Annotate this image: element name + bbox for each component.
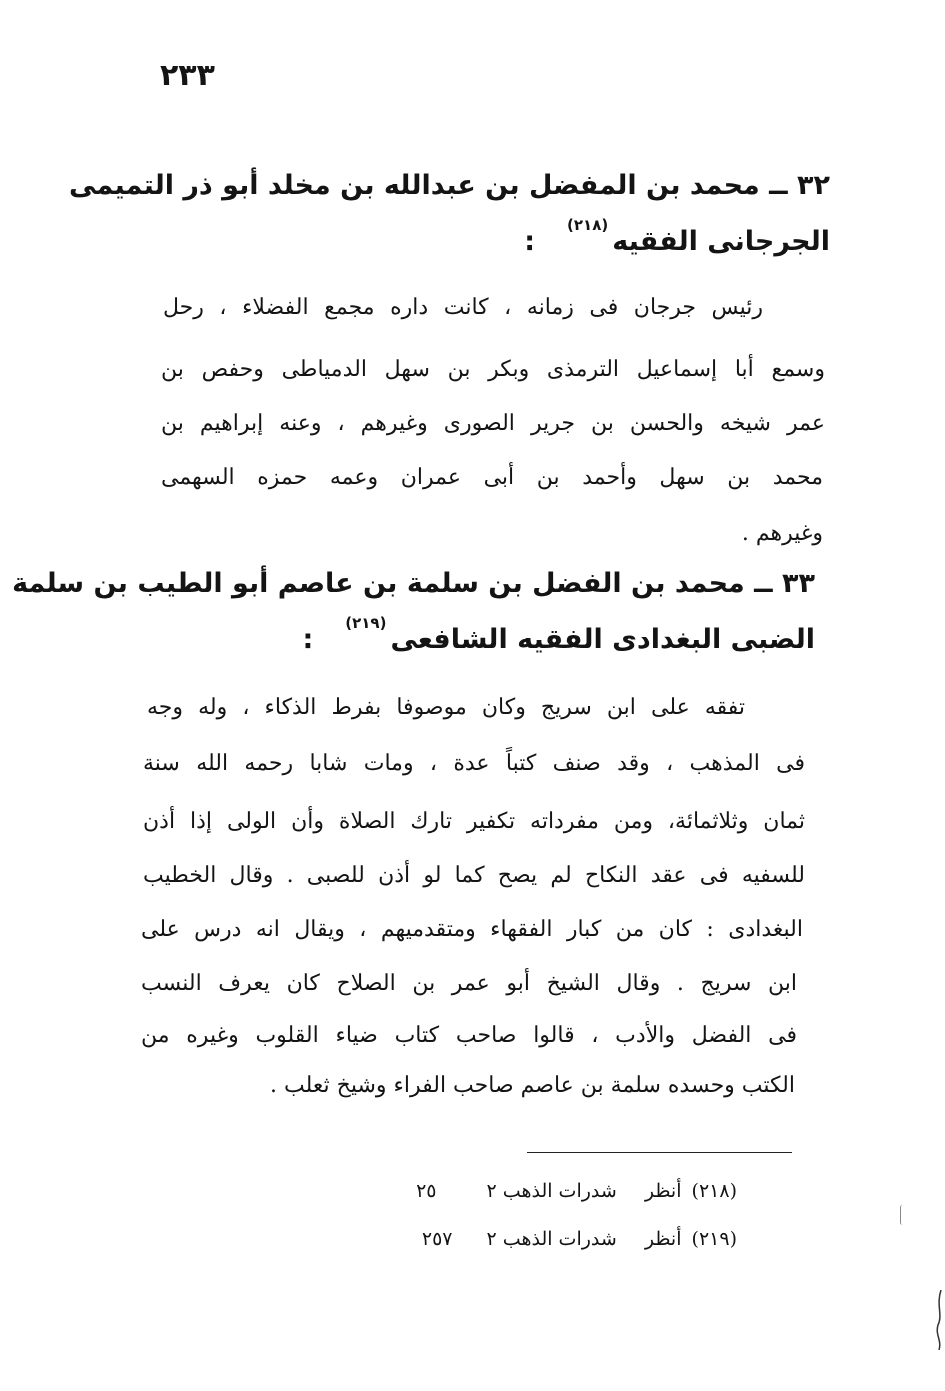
entry-heading-line: ٣٣ ــ محمد بن الفضل بن سلمة بن عاصم أبو الطيب بن سلمة	[12, 568, 815, 599]
paragraph-line: فى المذهب ، وقد صنف كتباً عدة ، ومات شابا رحمه الله سنة	[143, 751, 805, 776]
footnote-page: ٢٥٧	[421, 1228, 453, 1250]
entry-heading-line	[69, 214, 830, 273]
entry-heading-text: الجرجانى الفقيه	[612, 226, 830, 257]
paragraph-line: عمر شيخه والحسن بن جرير الصورى وغيرهم ، وعنه إبراهيم بن	[161, 411, 825, 436]
heading-colon: :	[302, 624, 314, 655]
paragraph-line: وغيرهم .	[741, 521, 823, 546]
footnote	[416, 1180, 737, 1202]
paragraph-line: للسفيه فى عقد النكاح لم يصح كما لو أذن للصبى . وقال الخطيب	[143, 863, 805, 888]
entry-heading-text: الضبى البغدادى الفقيه الشافعى	[390, 624, 815, 655]
paragraph-line: رئيس جرجان فى زمانه ، كانت داره مجمع الفضلاء ، رحل	[163, 295, 763, 320]
footnote-reference[interactable]: (٢١٩)	[345, 614, 387, 632]
paragraph-line: محمد بن سهل وأحمد بن أبى عمران وعمه حمزه السهمى	[161, 465, 823, 490]
footnote-reference[interactable]: (٢١٨)	[567, 216, 609, 234]
page-number: ٢٣٣	[160, 58, 215, 93]
page-edge-mark	[900, 1205, 905, 1225]
footnote-number: (٢١٩)	[691, 1228, 737, 1250]
entry-heading	[12, 556, 815, 671]
footnote-label: أنظر	[644, 1228, 682, 1250]
paragraph-line: ثمان وثلاثمائة، ومن مفرداته تكفير تارك الصلاة وأن الولى إذا أذن	[143, 809, 805, 834]
heading-colon: :	[524, 226, 536, 257]
paragraph-line: ابن سريج . وقال الشيخ أبو عمر بن الصلاح كان يعرف النسب	[141, 971, 797, 996]
footnote-separator	[527, 1152, 792, 1153]
paragraph-line: الكتب وحسده سلمة بن عاصم صاحب الفراء وشيخ ثعلب .	[270, 1073, 795, 1098]
entry-heading-line	[12, 612, 815, 671]
footnote-page: ٢٥	[416, 1180, 437, 1202]
entry-heading-line: ٣٢ ــ محمد بن المفضل بن عبدالله بن مخلد أبو ذر التميمى	[69, 170, 830, 201]
page-edge-mark	[935, 1290, 943, 1350]
entry-heading	[69, 158, 830, 273]
footnote-source: شدرات الذهب ٢	[486, 1228, 617, 1250]
paragraph-line: البغدادى : كان من كبار الفقهاء ومتقدميهم ، ويقال انه درس على	[141, 917, 803, 942]
paragraph-line: فى الفضل والأدب ، قالوا صاحب كتاب ضياء القلوب وغيره من	[141, 1023, 797, 1048]
footnote-number: (٢١٨)	[691, 1180, 737, 1202]
footnote	[422, 1228, 737, 1250]
footnote-label: أنظر	[644, 1180, 682, 1202]
paragraph-line: تفقه على ابن سريج وكان موصوفا بفرط الذكاء ، وله وجه	[147, 695, 745, 720]
footnote-source: شدرات الذهب ٢	[486, 1180, 617, 1202]
paragraph-line: وسمع أبا إسماعيل الترمذى وبكر بن سهل الدمياطى وحفص بن	[161, 357, 825, 382]
